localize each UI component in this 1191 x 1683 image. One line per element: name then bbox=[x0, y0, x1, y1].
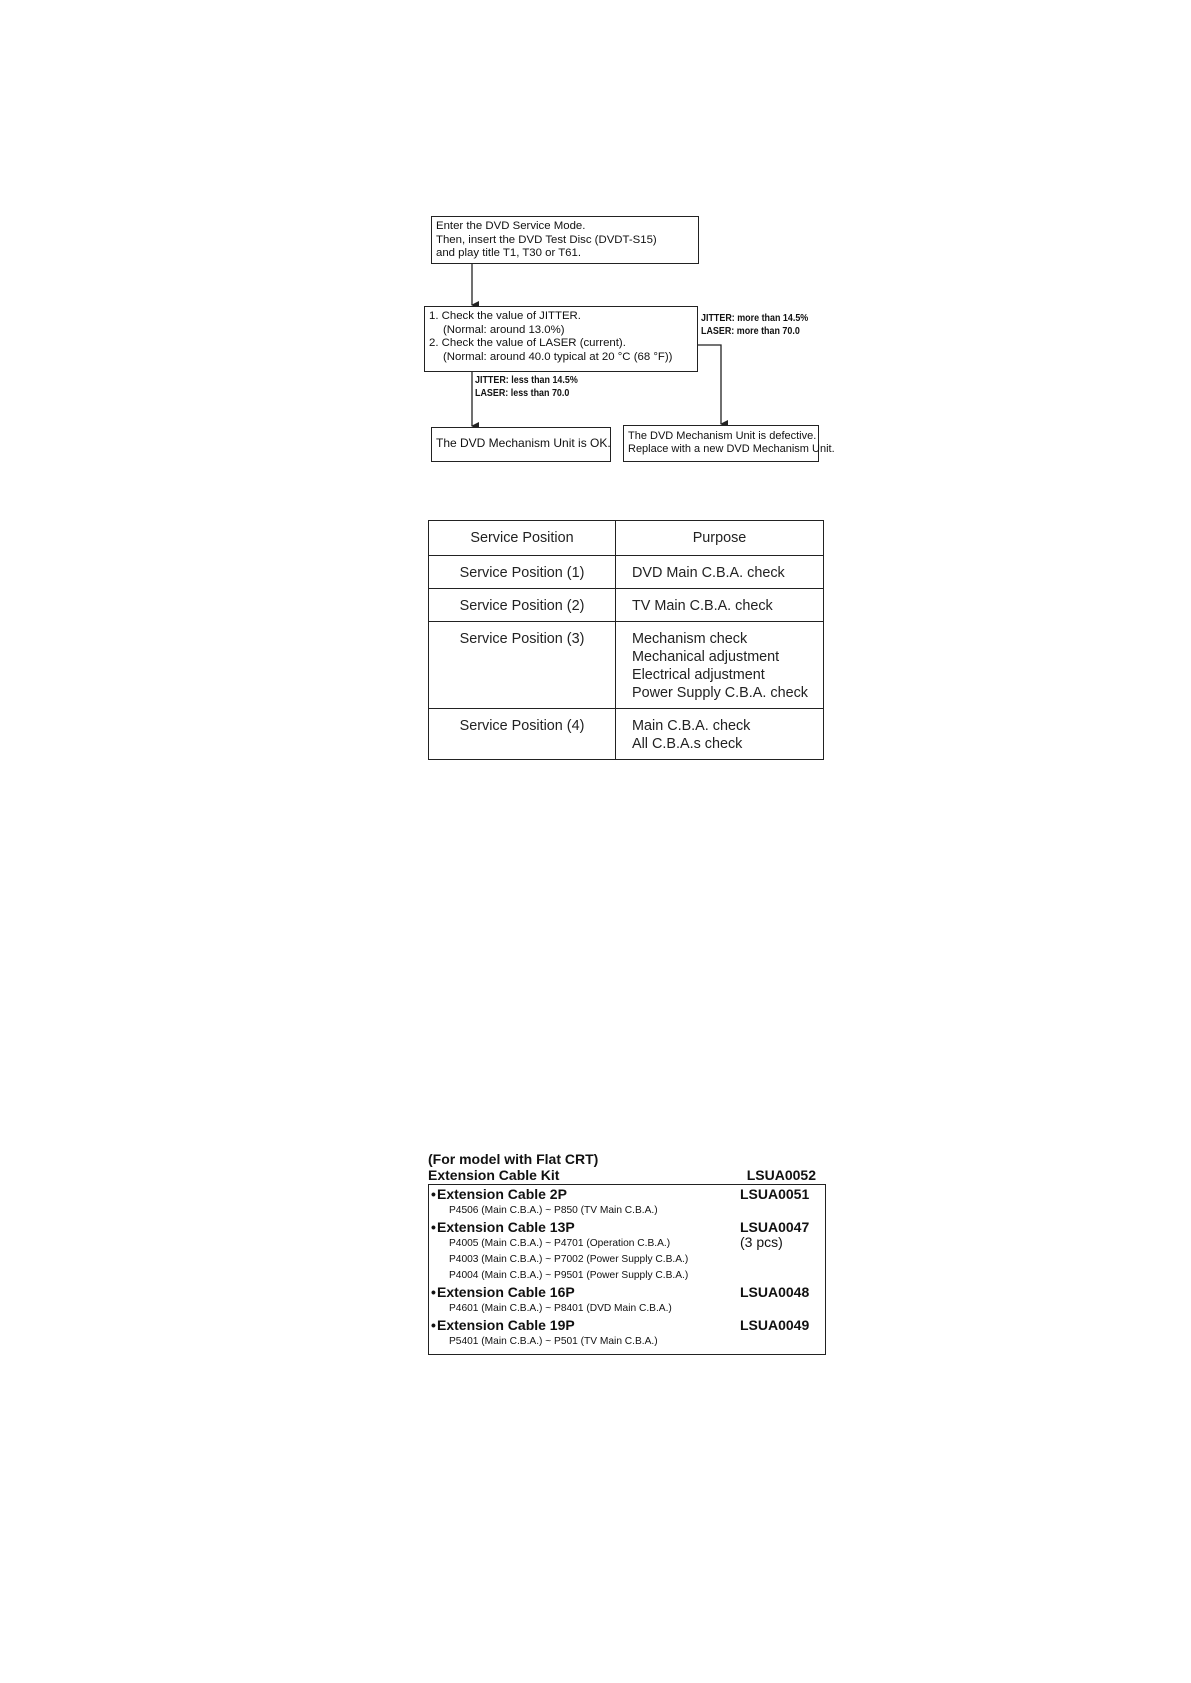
cable-connection: P4003 (Main C.B.A.) ~ P7002 (Power Supply C.B.A.) bbox=[449, 1254, 689, 1265]
pass-jitter: JITTER: less than 14.5% bbox=[475, 375, 578, 386]
purpose-cell bbox=[616, 709, 824, 760]
cable-title bbox=[429, 1186, 825, 1203]
flow-fail-condition bbox=[701, 312, 808, 338]
bullet: • bbox=[431, 1317, 436, 1333]
service-position-table bbox=[428, 520, 824, 760]
cable-title bbox=[429, 1284, 825, 1301]
table-row bbox=[429, 709, 824, 760]
kit-model-note: (For model with Flat CRT) bbox=[428, 1151, 599, 1167]
cable-connection: P4601 (Main C.B.A.) ~ P8401 (DVD Main C.B.A.) bbox=[449, 1303, 672, 1314]
flow-text-line: 2. Check the value of LASER (current). bbox=[429, 337, 626, 349]
cable-part-number: LSUA0051 bbox=[740, 1186, 810, 1202]
table-header-row bbox=[429, 521, 824, 556]
jitter-laser-flowchart bbox=[0, 0, 1191, 480]
list-item bbox=[429, 1284, 825, 1317]
arrow-check-to-defective bbox=[698, 345, 721, 424]
cable-name: Extension Cable 13P bbox=[437, 1219, 575, 1235]
kit-part-number: LSUA0052 bbox=[746, 1167, 816, 1183]
purpose-cell bbox=[616, 556, 824, 589]
purpose-item: TV Main C.B.A. check bbox=[632, 598, 773, 614]
table-row bbox=[429, 622, 824, 709]
flow-text-line: and play title T1, T30 or T61. bbox=[436, 247, 582, 259]
flow-text-line: The DVD Mechanism Unit is defective. bbox=[628, 430, 817, 442]
cable-name: Extension Cable 19P bbox=[437, 1317, 575, 1333]
purpose-item: Main C.B.A. check bbox=[632, 718, 751, 734]
cable-part-number: LSUA0047 bbox=[740, 1219, 810, 1235]
cable-title bbox=[429, 1317, 825, 1334]
service-position-cell: Service Position (1) bbox=[429, 556, 616, 589]
purpose-item: DVD Main C.B.A. check bbox=[632, 565, 785, 581]
bullet: • bbox=[431, 1284, 436, 1300]
service-position-cell: Service Position (2) bbox=[429, 589, 616, 622]
bullet: • bbox=[431, 1186, 436, 1202]
cable-connection: P5401 (Main C.B.A.) ~ P501 (TV Main C.B.A.) bbox=[449, 1336, 658, 1347]
fail-jitter: JITTER: more than 14.5% bbox=[701, 313, 809, 324]
flow-text-line: (Normal: around 13.0%) bbox=[443, 323, 565, 336]
fail-laser: LASER: more than 70.0 bbox=[701, 326, 800, 337]
table-row bbox=[429, 589, 824, 622]
bullet: • bbox=[431, 1219, 436, 1235]
flow-text-line: (Normal: around 40.0 typical at 20 °C (68 °F)) bbox=[443, 350, 673, 363]
column-header-service-position: Service Position bbox=[429, 521, 616, 556]
purpose-item: Power Supply C.B.A. check bbox=[632, 685, 808, 701]
purpose-cell bbox=[616, 622, 824, 709]
pass-laser: LASER: less than 70.0 bbox=[475, 388, 570, 399]
purpose-item: All C.B.A.s check bbox=[632, 736, 743, 752]
cable-connection bbox=[429, 1236, 825, 1252]
flow-result-defective bbox=[623, 425, 835, 462]
cable-connection: P4506 (Main C.B.A.) ~ P850 (TV Main C.B.A.) bbox=[449, 1205, 658, 1216]
list-item bbox=[429, 1317, 825, 1350]
extension-cable-kit bbox=[428, 1151, 826, 1355]
cable-quantity: (3 pcs) bbox=[740, 1234, 783, 1250]
kit-header bbox=[428, 1151, 826, 1183]
column-header-purpose: Purpose bbox=[616, 521, 824, 556]
service-position-cell: Service Position (3) bbox=[429, 622, 616, 709]
cable-part-number: LSUA0048 bbox=[740, 1284, 810, 1300]
flow-text-line: The DVD Mechanism Unit is OK. bbox=[436, 436, 611, 450]
flow-text-line: Then, insert the DVD Test Disc (DVDT-S15) bbox=[436, 233, 657, 246]
connection-text: P4005 (Main C.B.A.) ~ P4701 (Operation C.B.A.) bbox=[449, 1238, 671, 1249]
list-item bbox=[429, 1219, 825, 1284]
service-position-cell: Service Position (4) bbox=[429, 709, 616, 760]
purpose-cell bbox=[616, 589, 824, 622]
purpose-item: Mechanism check bbox=[632, 631, 748, 647]
cable-part-number: LSUA0049 bbox=[740, 1317, 810, 1333]
flow-step-enter-service-mode bbox=[431, 216, 699, 264]
cable-list bbox=[428, 1184, 826, 1355]
list-item bbox=[429, 1186, 825, 1219]
flow-step-check-values bbox=[424, 306, 698, 372]
flow-text-line: Enter the DVD Service Mode. bbox=[436, 220, 586, 232]
table-row bbox=[429, 556, 824, 589]
flow-pass-condition bbox=[475, 374, 578, 400]
purpose-item: Electrical adjustment bbox=[632, 667, 765, 683]
cable-connection: P4004 (Main C.B.A.) ~ P9501 (Power Supply C.B.A.) bbox=[449, 1270, 689, 1281]
kit-name: Extension Cable Kit bbox=[428, 1167, 560, 1183]
cable-name: Extension Cable 2P bbox=[437, 1186, 567, 1202]
flow-result-ok bbox=[431, 427, 611, 462]
flow-text-line: Replace with a new DVD Mechanism Unit. bbox=[628, 443, 835, 455]
flow-text-line: 1. Check the value of JITTER. bbox=[429, 310, 581, 322]
purpose-item: Mechanical adjustment bbox=[632, 649, 780, 665]
cable-name: Extension Cable 16P bbox=[437, 1284, 575, 1300]
